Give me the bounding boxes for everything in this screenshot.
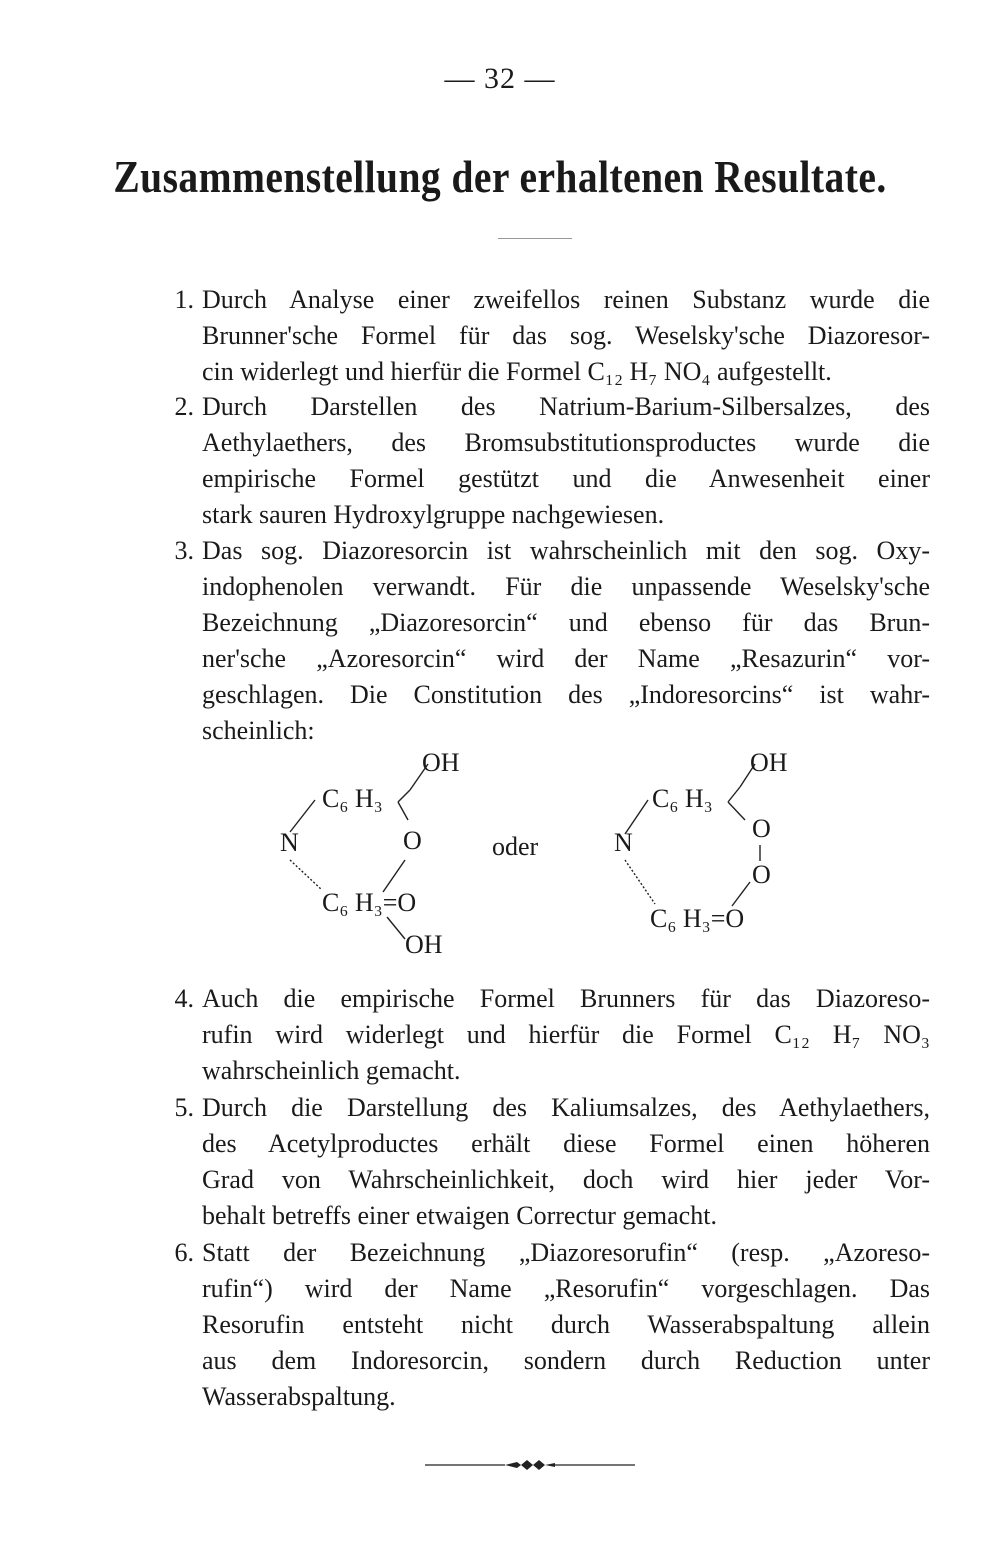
item-line: Durch Analyse einer zweifellos reinen Substanz wurde die bbox=[202, 285, 930, 314]
item-line: Durch die Darstellung des Kaliumsalzes, des Aethylaethers, bbox=[202, 1093, 930, 1122]
item-line: des Acetylproductes erhält diese Formel einen höheren bbox=[202, 1129, 930, 1158]
item-line: ner'sche „Azoresorcin“ wird der Name „Resazurin“ vor- bbox=[202, 644, 930, 673]
item-line: Brunner'sche Formel für das sog. Weselsky'sche Diazoresor- bbox=[202, 321, 930, 350]
formula-right-n: N bbox=[614, 828, 633, 857]
formula-left-c6h3-top: C₆ H₃ bbox=[322, 784, 383, 813]
item-line: Durch Darstellen des Natrium-Barium-Silbersalzes, des bbox=[202, 392, 930, 421]
item-line: wahrscheinlich gemacht. bbox=[202, 1056, 461, 1085]
item-line: scheinlich: bbox=[202, 716, 315, 745]
result-item-1 bbox=[150, 282, 930, 390]
title-divider bbox=[498, 238, 572, 239]
item-line: geschlagen. Die Constitution des „Indoresorcins“ ist wahr- bbox=[202, 680, 930, 709]
item-line: Bezeichnung „Diazoresorcin“ und ebenso für das Brun- bbox=[202, 608, 930, 637]
formula-right-o-lower: O bbox=[752, 860, 771, 889]
item-line: Statt der Bezeichnung „Diazoresorufin“ (resp. „Azoreso- bbox=[202, 1238, 930, 1267]
end-ornament bbox=[425, 1458, 635, 1472]
page-title: Zusammenstellung der erhaltenen Resultate. bbox=[113, 151, 887, 202]
result-item-2 bbox=[150, 389, 930, 533]
page-number: — 32 — bbox=[444, 62, 556, 95]
item-line: rufin wird widerlegt und hierfür die Formel C₁₂ H₇ NO₃ bbox=[202, 1020, 930, 1049]
item-line: Das sog. Diazoresorcin ist wahrscheinlich mit den sog. Oxy- bbox=[202, 536, 930, 565]
item-number: 2. bbox=[174, 392, 194, 421]
formula-right-c6h3-top: C₆ H₃ bbox=[652, 784, 713, 813]
formula-left-oh-bottom: OH bbox=[405, 930, 443, 959]
formula-left-o-mid: O bbox=[403, 826, 422, 855]
item-line: Wasserabspaltung. bbox=[202, 1382, 396, 1411]
item-line: behalt betreffs einer etwaigen Correctur gemacht. bbox=[202, 1201, 717, 1230]
formula-oder: oder bbox=[492, 832, 539, 861]
formula-left-c6h3-bottom: C₆ H₃=O bbox=[322, 888, 417, 917]
item-line: Aethylaethers, des Bromsubstitutionsproductes wurde die bbox=[202, 428, 930, 457]
result-item-4 bbox=[150, 981, 930, 1089]
formula-right-oh-top: OH bbox=[750, 748, 788, 777]
formula-left-n: N bbox=[280, 828, 299, 857]
structural-formulas bbox=[200, 742, 840, 972]
formula-left-oh-top: OH bbox=[422, 748, 460, 777]
item-line: cin widerlegt und hierfür die Formel C₁₂ H₇ NO₄ aufgestellt. bbox=[202, 357, 832, 386]
item-number: 1. bbox=[174, 285, 194, 314]
item-line: Grad von Wahrscheinlichkeit, doch wird hier jeder Vor- bbox=[202, 1165, 930, 1194]
formula-right-o-upper: O bbox=[752, 814, 771, 843]
item-number: 5. bbox=[174, 1093, 194, 1122]
result-item-3 bbox=[150, 533, 930, 749]
item-line: Auch die empirische Formel Brunners für das Diazoreso- bbox=[202, 984, 930, 1013]
item-line: indophenolen verwandt. Für die unpassende Weselsky'sche bbox=[202, 572, 930, 601]
result-item-6 bbox=[150, 1235, 930, 1415]
item-line: rufin“) wird der Name „Resorufin“ vorgeschlagen. Das bbox=[202, 1274, 930, 1303]
item-number: 3. bbox=[174, 536, 194, 565]
item-line: empirische Formel gestützt und die Anwesenheit einer bbox=[202, 464, 930, 493]
formula-right-c6h3-bottom: C₆ H₃=O bbox=[650, 904, 745, 933]
result-item-5 bbox=[150, 1090, 930, 1234]
item-line: Resorufin entsteht nicht durch Wasserabspaltung allein bbox=[202, 1310, 930, 1339]
item-line: aus dem Indoresorcin, sondern durch Reduction unter bbox=[202, 1346, 930, 1375]
item-number: 4. bbox=[174, 984, 194, 1013]
item-line: stark sauren Hydroxylgruppe nachgewiesen. bbox=[202, 500, 665, 529]
item-number: 6. bbox=[174, 1238, 194, 1267]
